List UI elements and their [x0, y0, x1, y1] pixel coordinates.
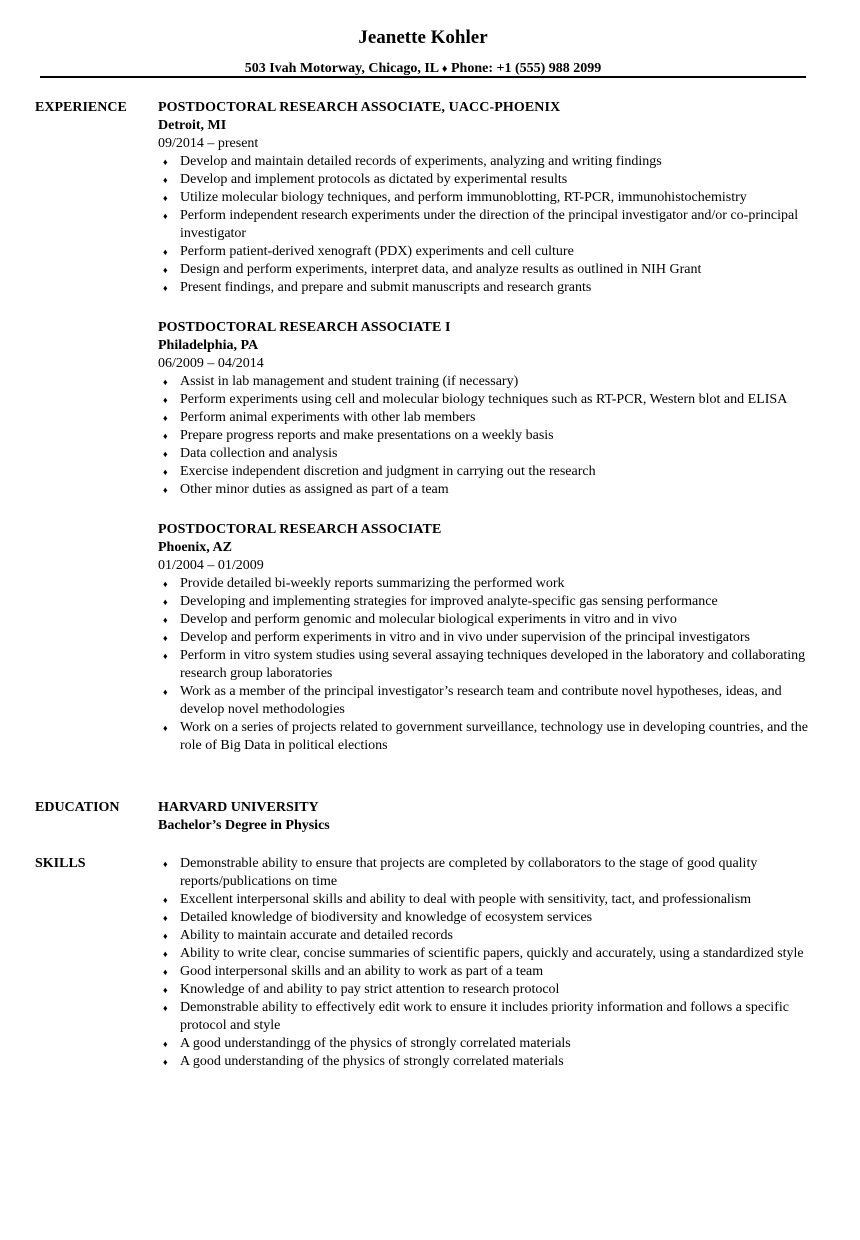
- school-name: HARVARD UNIVERSITY: [158, 800, 319, 815]
- education-body: [158, 799, 813, 835]
- candidate-name: Jeanette Kohler: [358, 27, 488, 48]
- bullet-item: ♦ Develop and implement protocols as dictated by experimental results: [163, 172, 568, 187]
- bullet-icon: ♦: [163, 395, 168, 405]
- job-location: Detroit, MI: [158, 118, 227, 133]
- bullet-icon: ♦: [163, 467, 168, 477]
- skill-item: ♦ Ability to maintain accurate and detailed records: [163, 928, 453, 943]
- job-title: POSTDOCTORAL RESEARCH ASSOCIATE: [158, 522, 442, 537]
- bullet-icon: ♦: [163, 931, 168, 941]
- bullet-item: ♦ Prepare progress reports and make presentations on a weekly basis: [163, 428, 554, 443]
- header-divider: [40, 76, 806, 78]
- bullet-icon: ♦: [163, 265, 168, 275]
- degree: Bachelor’s Degree in Physics: [158, 818, 330, 833]
- bullet-icon: ♦: [163, 377, 168, 387]
- skill-item: ♦ Demonstrable ability to ensure that projects are completed by collaborators to the stage of good quality reports/publications on time: [163, 856, 758, 889]
- skills-body: [158, 855, 813, 1071]
- job-bullets: [158, 373, 813, 499]
- diamond-separator-icon: ♦: [441, 63, 448, 75]
- bullet-icon: ♦: [163, 1057, 168, 1067]
- skill-item: ♦ Ability to write clear, concise summaries of scientific papers, quickly and accurately, using a standardized style: [163, 946, 804, 961]
- bullet-icon: ♦: [163, 985, 168, 995]
- job-bullets: [158, 153, 813, 297]
- job-dates: 06/2009 – 04/2014: [158, 356, 264, 371]
- bullet-item: ♦ Exercise independent discretion and judgment in carrying out the research: [163, 464, 596, 479]
- bullet-icon: ♦: [163, 615, 168, 625]
- bullet-item: ♦ Perform patient-derived xenograft (PDX) experiments and cell culture: [163, 244, 574, 259]
- skill-item: ♦ Good interpersonal skills and an ability to work as part of a team: [163, 964, 544, 979]
- skills-list: [158, 855, 813, 1071]
- bullet-item: ♦ Work on a series of projects related to government surveillance, technology use in developing countries, and the role of Big Data in political elections: [163, 720, 808, 753]
- bullet-icon: ♦: [163, 723, 168, 733]
- bullet-item: ♦ Developing and implementing strategies for improved analyte-specific gas sensing performance: [163, 594, 718, 609]
- job-entry: [158, 319, 813, 499]
- bullet-icon: ♦: [163, 1003, 168, 1013]
- job-location: Phoenix, AZ: [158, 540, 232, 555]
- bullet-icon: ♦: [163, 175, 168, 185]
- job-title: POSTDOCTORAL RESEARCH ASSOCIATE I: [158, 320, 451, 335]
- skill-item: ♦ A good understandingg of the physics of strongly correlated materials: [163, 1036, 571, 1051]
- bullet-icon: ♦: [163, 247, 168, 257]
- skill-item: ♦ A good understanding of the physics of strongly correlated materials: [163, 1054, 564, 1069]
- bullet-icon: ♦: [163, 913, 168, 923]
- job-title: POSTDOCTORAL RESEARCH ASSOCIATE, UACC-PHOENIX: [158, 100, 561, 115]
- phone: Phone: +1 (555) 988 2099: [451, 61, 602, 76]
- bullet-item: ♦ Utilize molecular biology techniques, and perform immunoblotting, RT-PCR, immunohistochemistry: [163, 190, 747, 205]
- address: 503 Ivah Motorway, Chicago, IL: [244, 61, 439, 76]
- job-entry: [158, 99, 813, 297]
- bullet-item: ♦ Assist in lab management and student training (if necessary): [163, 374, 519, 389]
- job-bullets: [158, 575, 813, 755]
- job-entry: [158, 521, 813, 755]
- bullet-icon: ♦: [163, 895, 168, 905]
- skill-item: ♦ Demonstrable ability to effectively edit work to ensure it includes priority information and follows a specific protocol and style: [163, 1000, 789, 1033]
- bullet-item: ♦ Provide detailed bi-weekly reports summarizing the performed work: [163, 576, 565, 591]
- skill-item: ♦ Detailed knowledge of biodiversity and knowledge of ecosystem services: [163, 910, 593, 925]
- job-dates: 01/2004 – 01/2009: [158, 558, 264, 573]
- bullet-icon: ♦: [163, 859, 168, 869]
- experience-body: [158, 99, 813, 777]
- bullet-icon: ♦: [163, 431, 168, 441]
- bullet-item: ♦ Other minor duties as assigned as part of a team: [163, 482, 449, 497]
- bullet-item: ♦ Perform in vitro system studies using several assaying techniques developed in the laboratory and collaborating research group laboratories: [163, 648, 806, 681]
- bullet-icon: ♦: [163, 949, 168, 959]
- bullet-item: ♦ Develop and perform genomic and molecular biological experiments in vitro and in vivo: [163, 612, 677, 627]
- job-location: Philadelphia, PA: [158, 338, 259, 353]
- bullet-icon: ♦: [163, 967, 168, 977]
- skill-item: ♦ Excellent interpersonal skills and ability to deal with people with sensitivity, tact, and professionalism: [163, 892, 752, 907]
- bullet-icon: ♦: [163, 687, 168, 697]
- bullet-icon: ♦: [163, 485, 168, 495]
- bullet-icon: ♦: [163, 1039, 168, 1049]
- bullet-item: ♦ Work as a member of the principal investigator’s research team and contribute novel hypotheses, ideas, and develop novel methodologies: [163, 684, 782, 717]
- bullet-icon: ♦: [163, 211, 168, 221]
- bullet-item: ♦ Data collection and analysis: [163, 446, 338, 461]
- bullet-item: ♦ Develop and perform experiments in vitro and in vivo under supervision of the principal investigators: [163, 630, 750, 645]
- skill-item: ♦ Knowledge of and ability to pay strict attention to research protocol: [163, 982, 560, 997]
- section-label-experience: EXPERIENCE: [35, 100, 127, 115]
- bullet-item: ♦ Design and perform experiments, interpret data, and analyze results as outlined in NIH Grant: [163, 262, 702, 277]
- bullet-item: ♦ Present findings, and prepare and submit manuscripts and research grants: [163, 280, 592, 295]
- bullet-item: ♦ Perform animal experiments with other lab members: [163, 410, 476, 425]
- resume-header: [40, 24, 806, 78]
- bullet-icon: ♦: [163, 597, 168, 607]
- section-label-skills: SKILLS: [35, 856, 86, 871]
- bullet-icon: ♦: [163, 449, 168, 459]
- job-dates: 09/2014 – present: [158, 136, 259, 151]
- bullet-icon: ♦: [163, 633, 168, 643]
- bullet-item: ♦ Develop and maintain detailed records of experiments, analyzing and writing findings: [163, 154, 662, 169]
- bullet-icon: ♦: [163, 579, 168, 589]
- bullet-item: ♦ Perform experiments using cell and molecular biology techniques such as RT-PCR, Western blot and ELISA: [163, 392, 788, 407]
- bullet-icon: ♦: [163, 283, 168, 293]
- section-label-education: EDUCATION: [35, 800, 120, 815]
- bullet-icon: ♦: [163, 413, 168, 423]
- bullet-item: ♦ Perform independent research experiments under the direction of the principal investigator and/or co-principal investigator: [163, 208, 799, 241]
- bullet-icon: ♦: [163, 157, 168, 167]
- bullet-icon: ♦: [163, 193, 168, 203]
- bullet-icon: ♦: [163, 651, 168, 661]
